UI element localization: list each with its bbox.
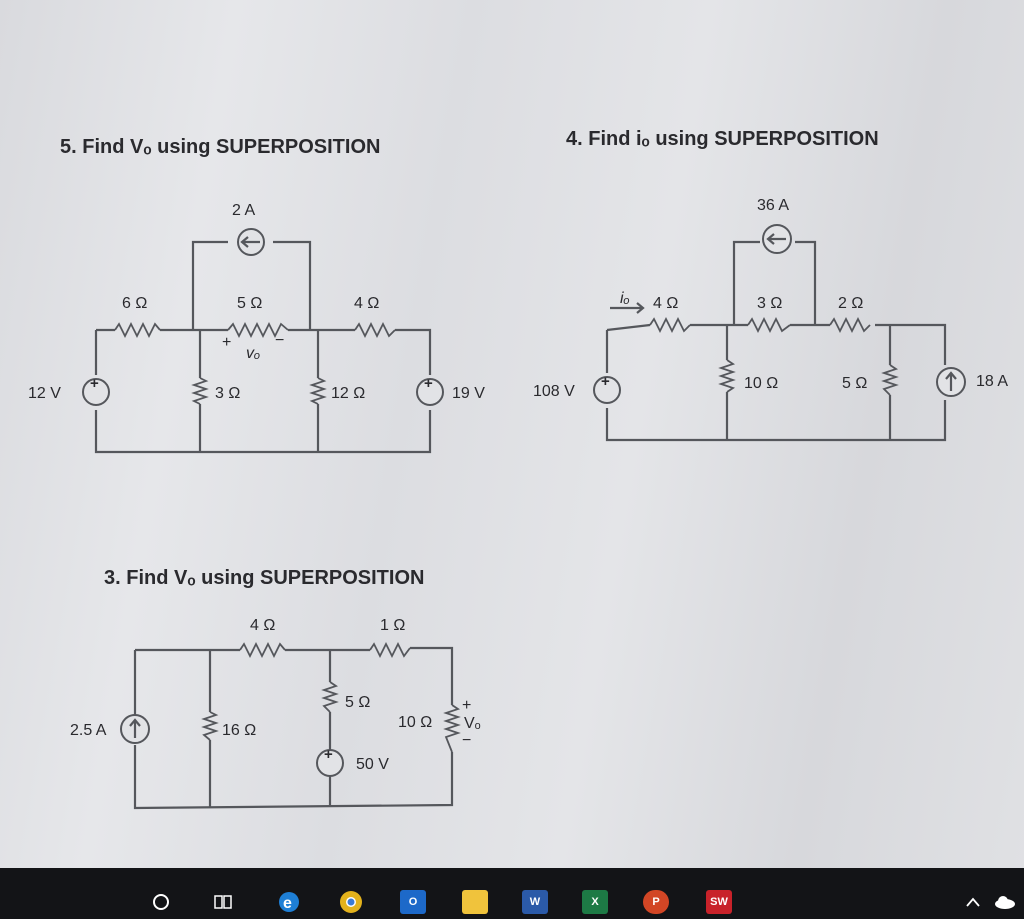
label-1-ohm: 1 Ω bbox=[380, 617, 406, 634]
label-36a: 36 A bbox=[757, 197, 790, 214]
problem-3-title: 3. Find Vₒ using SUPERPOSITION bbox=[104, 567, 425, 589]
label-10-ohm: 10 Ω bbox=[744, 375, 779, 392]
resistor-6-ohm bbox=[115, 324, 160, 336]
svg-text:+: + bbox=[601, 373, 610, 390]
resistor-4-ohm bbox=[240, 644, 285, 656]
label-3-ohm: 3 Ω bbox=[757, 295, 783, 312]
label-vo-minus: − bbox=[275, 332, 285, 349]
resistor-4-ohm bbox=[650, 319, 690, 331]
cloud-icon[interactable] bbox=[992, 890, 1018, 914]
label-16-ohm: 16 Ω bbox=[222, 722, 257, 739]
resistor-12-ohm bbox=[312, 378, 324, 404]
svg-text:+: + bbox=[90, 375, 99, 392]
label-4-ohm: 4 Ω bbox=[653, 295, 679, 312]
label-vo-plus: + bbox=[222, 334, 232, 351]
label-vo-minus: − bbox=[462, 732, 472, 749]
resistor-3-ohm bbox=[194, 378, 206, 404]
label-io: iₒ bbox=[620, 290, 630, 307]
label-19v: 19 V bbox=[452, 385, 485, 402]
problem-4-circuit bbox=[533, 128, 1008, 440]
problem-5-title: 5. Find Vₒ using SUPERPOSITION bbox=[60, 136, 381, 158]
resistor-5-ohm bbox=[324, 682, 336, 712]
label-2-5a: 2.5 A bbox=[70, 722, 107, 739]
label-4-ohm: 4 Ω bbox=[250, 617, 276, 634]
label-6-ohm: 6 Ω bbox=[122, 295, 148, 312]
edge-icon[interactable] bbox=[276, 890, 302, 914]
label-5-ohm: 5 Ω bbox=[842, 375, 868, 392]
word-icon[interactable]: W bbox=[522, 890, 548, 914]
svg-text:+: + bbox=[424, 375, 433, 392]
resistor-10-ohm bbox=[721, 360, 733, 392]
problem-4-title: 4. Find iₒ using SUPERPOSITION bbox=[566, 128, 879, 150]
chrome-icon[interactable] bbox=[338, 890, 364, 914]
label-vo-plus: + bbox=[462, 697, 472, 714]
problem-5-circuit bbox=[28, 136, 485, 452]
label-4-ohm: 4 Ω bbox=[354, 295, 380, 312]
chevron-up-icon[interactable] bbox=[960, 890, 986, 914]
problem-3-circuit bbox=[70, 567, 481, 808]
solidworks-icon[interactable]: SW bbox=[706, 890, 732, 914]
label-12-ohm: 12 Ω bbox=[331, 385, 366, 402]
resistor-2-ohm bbox=[830, 319, 870, 331]
task-view-icon[interactable] bbox=[210, 890, 236, 914]
label-5-ohm: 5 Ω bbox=[237, 295, 263, 312]
powerpoint-icon[interactable]: P bbox=[643, 890, 669, 914]
resistor-16-ohm bbox=[204, 712, 216, 740]
label-vo: vₒ bbox=[246, 345, 261, 362]
resistor-10-ohm bbox=[446, 705, 458, 752]
resistor-1-ohm bbox=[370, 644, 410, 656]
label-5-ohm: 5 Ω bbox=[345, 694, 371, 711]
svg-text:+: + bbox=[324, 746, 333, 763]
search-icon[interactable] bbox=[148, 890, 174, 914]
file-explorer-icon[interactable] bbox=[462, 890, 488, 914]
label-10-ohm: 10 Ω bbox=[398, 714, 433, 731]
resistor-3-ohm bbox=[748, 319, 790, 331]
outlook-icon[interactable]: O bbox=[400, 890, 426, 914]
excel-icon[interactable]: X bbox=[582, 890, 608, 914]
windows-taskbar bbox=[0, 868, 1024, 919]
label-50v: 50 V bbox=[356, 756, 389, 773]
label-2a: 2 A bbox=[232, 202, 256, 219]
label-vo: Vₒ bbox=[464, 715, 481, 732]
resistor-5-ohm bbox=[884, 365, 896, 395]
svg-text:e: e bbox=[283, 895, 292, 912]
label-3-ohm: 3 Ω bbox=[215, 385, 241, 402]
label-108v: 108 V bbox=[533, 383, 575, 400]
label-18a: 18 A bbox=[976, 373, 1009, 390]
label-2-ohm: 2 Ω bbox=[838, 295, 864, 312]
label-12v: 12 V bbox=[28, 385, 61, 402]
resistor-4-ohm bbox=[355, 324, 395, 336]
